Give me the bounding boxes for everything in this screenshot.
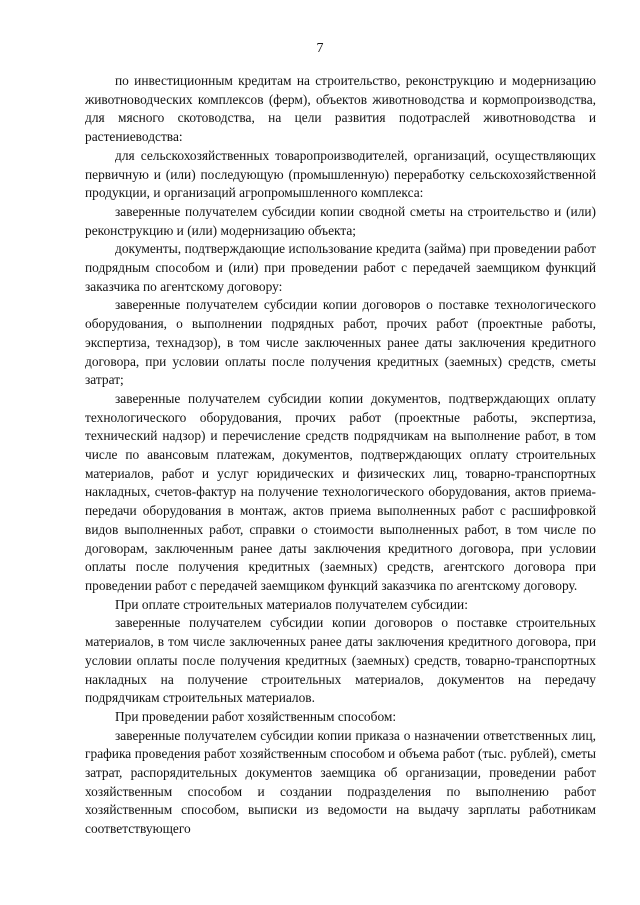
page-number: 7 <box>316 41 324 56</box>
paragraph: При проведении работ хозяйственным способом: <box>115 708 397 724</box>
paragraph: заверенные получателем субсидии копии договоров о поставке технологического оборудования, о выполнении подрядных работ, прочих работ (проектные работы, экспертиза, технадзор), в том числе заключенных ранее даты заключения кредитного договора, при условии оплаты после получения кредитных (заемных) средств, сметы затрат; <box>85 297 596 388</box>
document-body <box>85 72 596 839</box>
paragraph: При оплате строительных материалов получателем субсидии: <box>115 596 468 612</box>
paragraph: для сельскохозяйственных товаропроизводителей, организаций, осуществляющих первичную и (или) последующую (промышленную) переработку сельскохозяйственной продукции, и организаций агропромышленного комплекса: <box>85 147 596 201</box>
paragraph: заверенные получателем субсидии копии приказа о назначении ответственных лиц, графика проведения работ хозяйственным способом и объема работ (тыс. рублей), сметы затрат, распорядительных документов заемщика об организации, проведении работ хозяйственным способом и создании подразделения по выполнению работ хозяйственным способом, выписки из ведомости на выдачу зарплаты работникам соответствующего <box>85 727 596 837</box>
paragraph: по инвестиционным кредитам на строительство, реконструкцию и модернизацию животноводческих комплексов (ферм), объектов животноводства и кормопроизводства, для мясного скотоводства, на цели развития подотраслей животноводства и растениеводства: <box>85 73 596 145</box>
paragraph: заверенные получателем субсидии копии сводной сметы на строительство и (или) реконструкцию и (или) модернизацию объекта; <box>85 203 596 238</box>
paragraph: заверенные получателем субсидии копии документов, подтверждающих оплату технологического оборудования, прочих работ (проектные работы, экспертиза, технический надзор) и перечисление средств подрядчикам на выполнение работ, в том числе по авансовым платежам, документов, подтверждающих оплату строительных материалов, работ и услуг юридических и физических лиц, товарно-транспортных накладных, счетов-фактур на получение технологического оборудования, актов приема-передачи оборудования в монтаж, актов приема выполненных работ с расшифровкой видов выполненных работ, справки о стоимости выполненных работ, в том числе по договорам, заключенным ранее даты заключения кредитного договора, при условии оплаты после получения кредитных (заемных) средств, агентского договора при проведении работ с передачей заемщиком функций заказчика по агентскому договору. <box>85 390 596 593</box>
paragraph: заверенные получателем субсидии копии договоров о поставке строительных материалов, в том числе заключенных ранее даты заключения кредитного договора, при условии оплаты после получения кредитных (заемных) средств, товарно-транспортных накладных на получение строительных материалов, документов на передачу подрядчикам строительных материалов. <box>85 615 596 706</box>
paragraph: документы, подтверждающие использование кредита (займа) при проведении работ подрядным способом и (или) при проведении работ с передачей заемщиком функций заказчика по агентскому договору: <box>85 241 596 294</box>
